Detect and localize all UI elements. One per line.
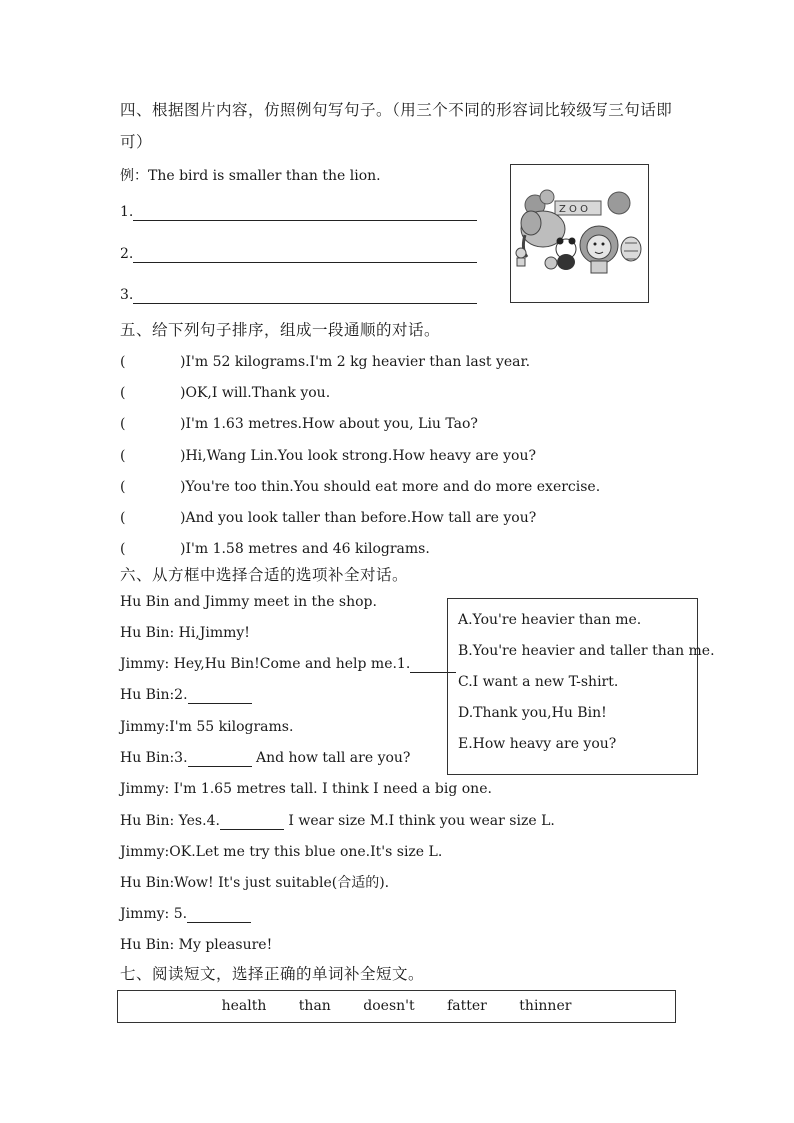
- dialogue-line: [120, 905, 251, 923]
- ordering-item-6: [120, 509, 536, 527]
- ordering-item-2: [120, 384, 330, 402]
- answer-number: 2.: [120, 246, 134, 262]
- dialogue-line: Jimmy:I'm 55 kilograms.: [120, 719, 294, 735]
- dialogue-blank-5[interactable]: [187, 908, 251, 923]
- dialogue-line: Hu Bin and Jimmy meet in the shop.: [120, 594, 377, 610]
- word-bank-list: [118, 998, 675, 1014]
- ordering-text: )I'm 52 kilograms.I'm 2 kg heavier than last year.: [180, 354, 531, 370]
- section6-heading: 六、从方框中选择合适的选项补全对话。: [120, 566, 409, 584]
- ordering-text: )Hi,Wang Lin.You look strong.How heavy are you?: [180, 448, 536, 464]
- dialogue-line: Jimmy: I'm 1.65 metres tall. I think I need a big one.: [120, 781, 492, 797]
- svg-text:Z O O: Z O O: [559, 204, 588, 215]
- word-bank-item: thinner: [519, 998, 572, 1014]
- option-d: D.Thank you,Hu Bin!: [458, 705, 607, 721]
- order-paren-blank[interactable]: (: [120, 354, 126, 370]
- zoo-animals-illustration: [511, 165, 647, 301]
- dialogue-line: [120, 686, 252, 704]
- ordering-item-5: [120, 478, 600, 496]
- answer-blank[interactable]: [133, 248, 477, 263]
- dialogue-line: [120, 812, 555, 830]
- answer-blank[interactable]: [133, 289, 477, 304]
- dialogue-line: Jimmy:OK.Let me try this blue one.It's size L.: [120, 844, 443, 860]
- ordering-text: )I'm 1.58 metres and 46 kilograms.: [180, 541, 430, 557]
- section5-heading: 五、给下列句子排序，组成一段通顺的对话。: [120, 321, 441, 339]
- option-b: B.You're heavier and taller than me.: [458, 643, 715, 659]
- order-paren-blank[interactable]: (: [120, 510, 126, 526]
- section4-heading-line1: 四、根据图片内容，仿照例句写句子。（用三个不同的形容词比较级写三句话即: [120, 101, 673, 119]
- answer-number: 1.: [120, 204, 134, 220]
- dialogue-line: Hu Bin:Wow! It's just suitable(合适的).: [120, 875, 390, 891]
- answer-line-1[interactable]: [120, 203, 477, 221]
- word-bank-item: doesn't: [363, 998, 415, 1014]
- word-bank-item: fatter: [447, 998, 487, 1014]
- dialogue-blank-2[interactable]: [188, 689, 252, 704]
- option-a: A.You're heavier than me.: [458, 612, 642, 628]
- ordering-text: )I'm 1.63 metres.How about you, Liu Tao?: [180, 416, 478, 432]
- dialogue-text: And how tall are you?: [251, 750, 411, 766]
- order-paren-blank[interactable]: (: [120, 448, 126, 464]
- ordering-text: )You're too thin.You should eat more and do more exercise.: [180, 479, 601, 495]
- order-paren-blank[interactable]: (: [120, 541, 126, 557]
- word-bank: [117, 990, 676, 1023]
- dialogue-text: Hu Bin: Yes.4.: [120, 813, 220, 829]
- section4-example: 例：The bird is smaller than the lion.: [120, 168, 381, 184]
- section7-heading: 七、阅读短文，选择正确的单词补全短文。: [120, 965, 425, 983]
- dialogue-text: I wear size M.I think you wear size L.: [283, 813, 555, 829]
- ordering-item-7: [120, 540, 430, 558]
- ordering-item-1: [120, 353, 530, 371]
- dialogue-line: Hu Bin: My pleasure!: [120, 937, 273, 953]
- dialogue-text: Jimmy: Hey,Hu Bin!Come and help me.1.: [120, 656, 411, 672]
- option-e: E.How heavy are you?: [458, 736, 617, 752]
- word-bank-item: than: [298, 998, 331, 1014]
- ordering-text: )And you look taller than before.How tall are you?: [180, 510, 537, 526]
- option-c: C.I want a new T-shirt.: [458, 674, 619, 690]
- dialogue-line: [120, 749, 410, 767]
- ordering-text: )OK,I will.Thank you.: [180, 385, 331, 401]
- ordering-item-4: [120, 447, 536, 465]
- dialogue-line: Hu Bin: Hi,Jimmy!: [120, 625, 250, 641]
- order-paren-blank[interactable]: (: [120, 416, 126, 432]
- answer-line-3[interactable]: [120, 286, 477, 304]
- dialogue-text: Hu Bin:2.: [120, 687, 188, 703]
- dialogue-blank-3[interactable]: [188, 752, 252, 767]
- options-box: [447, 598, 715, 775]
- order-paren-blank[interactable]: (: [120, 479, 126, 495]
- answer-line-2[interactable]: [120, 245, 477, 263]
- section4-heading-line2: 可）: [120, 133, 153, 151]
- answer-number: 3.: [120, 287, 134, 303]
- zoo-picture: [510, 164, 649, 303]
- dialogue-line: [120, 655, 456, 673]
- dialogue-blank-4[interactable]: [220, 815, 284, 830]
- answer-blank[interactable]: [133, 206, 477, 221]
- word-bank-item: health: [221, 998, 267, 1014]
- dialogue-text: Hu Bin:3.: [120, 750, 188, 766]
- ordering-item-3: [120, 415, 478, 433]
- order-paren-blank[interactable]: (: [120, 385, 126, 401]
- dialogue-text: Jimmy: 5.: [120, 906, 188, 922]
